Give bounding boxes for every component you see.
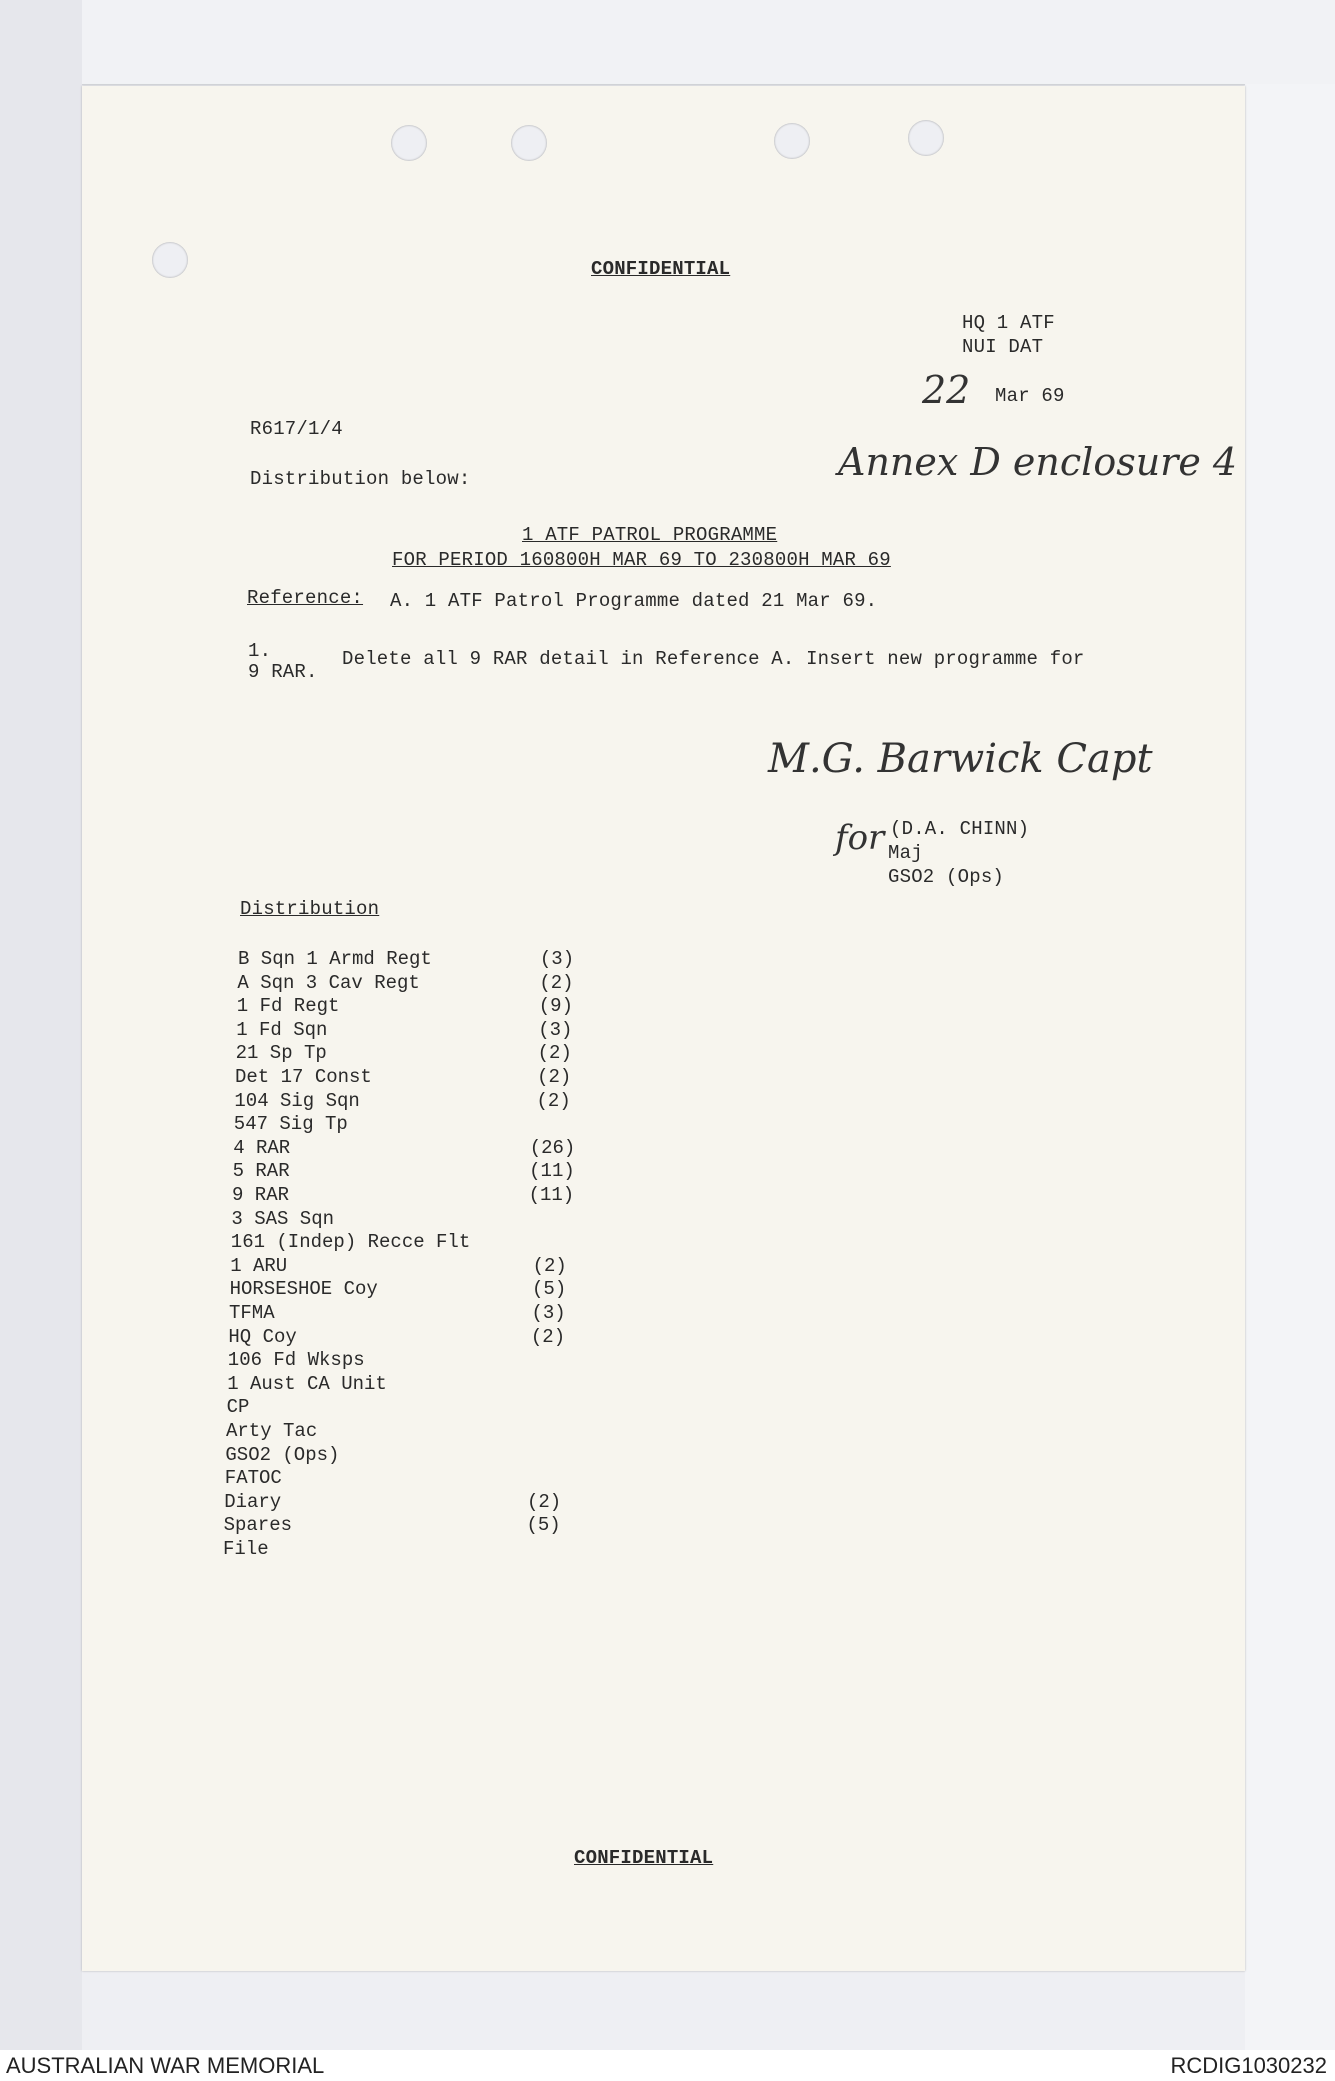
paragraph-text-line1: Delete all 9 RAR detail in Reference A. Insert new programme for (342, 648, 1085, 670)
distribution-row (230, 1255, 650, 1279)
distribution-row (223, 1538, 643, 1562)
distribution-addressee: HQ Coy (228, 1325, 297, 1348)
scan-background-right (1245, 84, 1335, 2050)
originator-line2: NUI DAT (962, 336, 1044, 358)
distribution-addressee: GSO2 (Ops) (225, 1443, 340, 1466)
punch-hole (774, 123, 810, 159)
distribution-addressee: Det 17 Const (235, 1066, 372, 1088)
distribution-addressee: 1 ARU (230, 1254, 288, 1277)
classification-top: CONFIDENTIAL (591, 258, 731, 280)
distribution-row (237, 995, 657, 1019)
reference-label: Reference: (247, 587, 364, 609)
footer-archive-name: AUSTRALIAN WAR MEMORIAL (6, 2053, 325, 2078)
distribution-row (238, 948, 658, 972)
signature-handwritten: M.G. Barwick Capt (768, 736, 1153, 782)
classification-bottom: CONFIDENTIAL (574, 1847, 714, 1869)
distribution-addressee: TFMA (229, 1302, 275, 1324)
distribution-addressee: 4 RAR (233, 1136, 291, 1159)
annex-annotation-handwritten: Annex D enclosure 4 (838, 440, 1238, 484)
punch-hole (391, 125, 427, 161)
distribution-copies: (2) (537, 1066, 572, 1088)
distribution-copies: (2) (530, 1325, 566, 1348)
document-title-line2: FOR PERIOD 160800H MAR 69 TO 230800H MAR 69 (392, 549, 891, 571)
distribution-addressee: CP (226, 1396, 250, 1419)
distribution-row (224, 1514, 644, 1538)
distribution-copies: (2) (539, 971, 574, 994)
document-title-line1: 1 ATF PATROL PROGRAMME (522, 524, 778, 546)
distribution-row (237, 972, 657, 996)
distribution-copies: (2) (537, 1042, 572, 1065)
distribution-addressee: 9 RAR (232, 1184, 290, 1206)
signatory-appointment: GSO2 (Ops) (888, 866, 1005, 888)
distribution-copies: (5) (532, 1278, 567, 1301)
scan-background-left (0, 0, 82, 2050)
distribution-addressee: 106 Fd Wksps (227, 1349, 365, 1372)
distribution-row (228, 1326, 648, 1350)
distribution-copies: (5) (526, 1514, 561, 1537)
distribution-copies: (26) (529, 1136, 576, 1159)
distribution-addressee: 547 Sig Tp (233, 1113, 348, 1136)
reference-text: A. 1 ATF Patrol Programme dated 21 Mar 69. (390, 590, 878, 612)
signatory-rank: Maj (888, 842, 923, 864)
distribution-addressee: 3 SAS Sqn (231, 1207, 335, 1230)
distribution-addressee: Arty Tac (226, 1420, 318, 1442)
originator-line1: HQ 1 ATF (962, 312, 1055, 334)
signatory-name: (D.A. CHINN) (890, 818, 1030, 840)
distribution-copies: (9) (538, 995, 573, 1018)
punch-hole (152, 242, 188, 278)
distribution-addressee: A Sqn 3 Cav Regt (237, 971, 420, 994)
footer-item-id: RCDIG1030232 (1170, 2053, 1327, 2078)
distribution-row (226, 1420, 646, 1444)
distribution-row (229, 1302, 649, 1326)
distribution-row (231, 1231, 651, 1255)
date-day-handwritten: 22 (922, 368, 971, 412)
distribution-row (236, 1019, 656, 1043)
distribution-copies: (2) (536, 1089, 571, 1112)
archive-footer (0, 2050, 1335, 2081)
punch-hole (908, 120, 944, 156)
distribution-copies: (3) (539, 948, 575, 970)
distribution-row (227, 1373, 647, 1397)
distribution-addressee: FATOC (224, 1467, 282, 1490)
distribution-row (232, 1184, 652, 1208)
distribution-addressee: 161 (Indep) Recce Flt (230, 1231, 471, 1254)
distribution-heading: Distribution (240, 898, 380, 920)
distribution-copies: (3) (531, 1302, 566, 1324)
distribution-row (225, 1467, 645, 1491)
distribution-addressee: Diary (224, 1490, 282, 1513)
distribution-addressee: 104 Sig Sqn (234, 1089, 360, 1112)
distribution-copies: (11) (529, 1160, 575, 1183)
file-reference: R617/1/4 (250, 418, 343, 440)
distribution-row (234, 1090, 654, 1114)
distribution-row (233, 1160, 653, 1184)
distribution-row (235, 1066, 655, 1090)
distribution-addressee: HORSESHOE Coy (229, 1278, 378, 1301)
distribution-copies: (2) (532, 1254, 567, 1277)
scan-background-top (82, 0, 1335, 85)
distribution-addressee: Spares (223, 1514, 293, 1537)
distribution-row (236, 1042, 656, 1066)
distribution-copies: (11) (528, 1184, 575, 1206)
date-month-year: Mar 69 (995, 385, 1065, 407)
distribution-copies: (3) (538, 1018, 573, 1041)
paragraph-text-line2: 9 RAR. (248, 661, 318, 683)
distribution-row (231, 1208, 651, 1232)
distribution-note: Distribution below: (250, 468, 471, 490)
distribution-addressee: 1 Aust CA Unit (227, 1372, 387, 1395)
distribution-addressee: 21 Sp Tp (235, 1042, 327, 1065)
distribution-addressee: 1 Fd Sqn (236, 1018, 328, 1041)
distribution-addressee: B Sqn 1 Armd Regt (238, 948, 432, 970)
distribution-row (227, 1396, 647, 1420)
distribution-row (230, 1278, 650, 1302)
distribution-addressee: 1 Fd Regt (236, 995, 340, 1018)
distribution-row (228, 1349, 648, 1373)
distribution-row (225, 1444, 645, 1468)
paragraph-number: 1. (248, 640, 272, 662)
distribution-row (233, 1137, 653, 1161)
distribution-addressee: 5 RAR (232, 1160, 290, 1183)
distribution-row (234, 1113, 654, 1137)
punch-hole (511, 125, 547, 161)
distribution-addressee: File (223, 1538, 269, 1560)
distribution-row (224, 1491, 644, 1515)
distribution-copies: (2) (526, 1490, 562, 1513)
signature-for-handwritten: for (835, 818, 885, 858)
